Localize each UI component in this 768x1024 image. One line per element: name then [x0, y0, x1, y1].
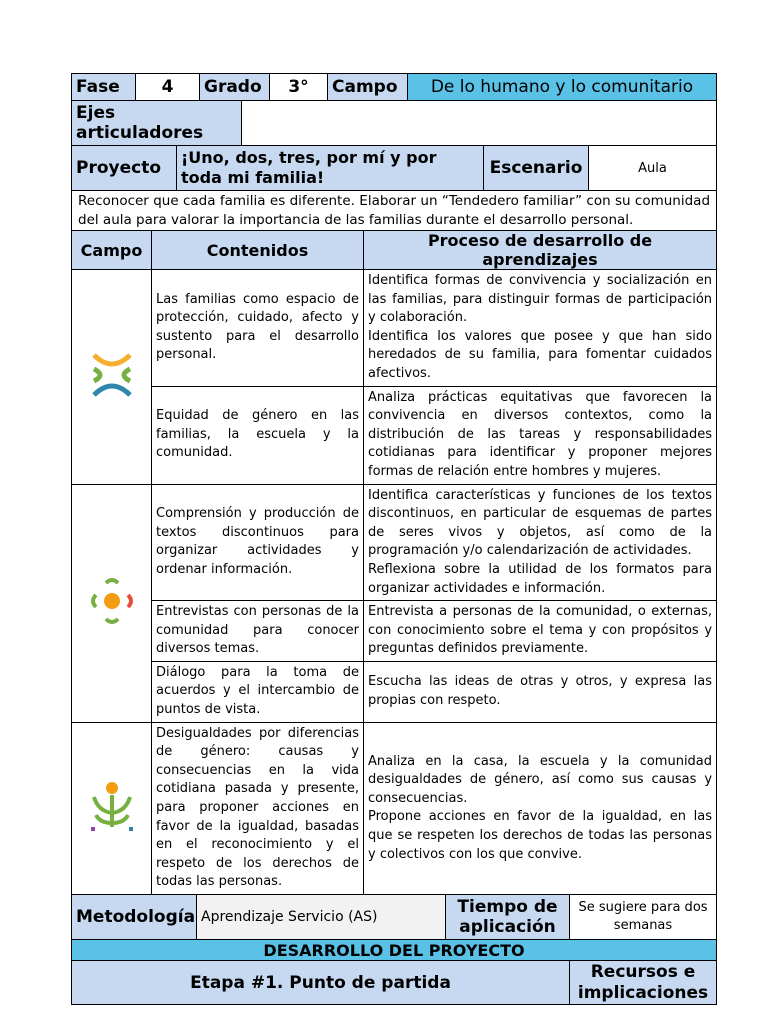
- proyecto-label: Proyecto: [72, 146, 177, 191]
- proyecto-table: [71, 145, 717, 191]
- desarrollo-table: [71, 939, 717, 1005]
- ejes-table: [71, 100, 717, 146]
- pda-3: Identifica características y funciones de los textos discontinuos, en particular de esquemas de partes de seres vivos y objetos, así como de la programación y/o calendarización de actividades. Reflexiona sobre la utilidad de los formatos para organizar actividades e información.: [364, 484, 717, 601]
- header-table: [71, 73, 717, 101]
- metodologia-table: [71, 894, 717, 940]
- escenario-value: Aula: [589, 146, 717, 191]
- etapa-title: Etapa #1. Punto de partida: [72, 961, 570, 1005]
- etica-naturaleza-y-sociedades-icon: [88, 818, 136, 837]
- pda-5: Escucha las ideas de otras y otros, y expresa las propias con respeto.: [364, 661, 717, 722]
- campo-cell-1: [72, 270, 152, 485]
- col-pda: Proceso de desarrollo de aprendizajes: [364, 231, 717, 270]
- fase-value: 4: [136, 74, 200, 101]
- escenario-label: Escenario: [484, 146, 589, 191]
- ejes-icons: [242, 101, 717, 146]
- contenido-4: Entrevistas con personas de la comunidad para conocer diversos temas.: [152, 601, 364, 662]
- contenidos-table: [71, 190, 717, 895]
- descripcion: Reconocer que cada familia es diferente. Elaborar un “Tendedero familiar” con su comunidad del aula para valorar la importancia de las familias durante el desarrollo personal.: [72, 191, 717, 231]
- campo-label: Campo: [328, 74, 408, 101]
- pda-6: Analiza en la casa, la escuela y la comunidad desigualdades de género, así como sus causas y consecuencias. Propone acciones en favor de la igualdad, en las que se respeten los derechos de todas las personas y colectivos con los que convive.: [364, 722, 717, 894]
- de-lo-humano-y-lo-comunitario-icon: [88, 386, 136, 405]
- recursos-label: Recursos e implicaciones: [570, 961, 717, 1005]
- contenido-1: Las familias como espacio de protección, cuidado, afecto y sustento para el desarrollo personal.: [152, 270, 364, 387]
- proyecto-title: ¡Uno, dos, tres, por mí y por toda mi familia!: [177, 146, 484, 191]
- pda-4: Entrevista a personas de la comunidad, o externas, con conocimiento sobre el tema y con propósitos y preguntas definidos previamente.: [364, 601, 717, 662]
- fase-label: Fase: [72, 74, 136, 101]
- lenguajes-icon: [88, 612, 136, 631]
- tiempo-value: Se sugiere para dos semanas: [570, 895, 717, 940]
- col-contenidos: Contenidos: [152, 231, 364, 270]
- igualdad-de-genero-icon: [242, 101, 244, 145]
- planeacion-sheet: [71, 73, 716, 1005]
- desarrollo-title: DESARROLLO DEL PROYECTO: [72, 940, 717, 961]
- contenido-5: Diálogo para la toma de acuerdos y el intercambio de puntos de vista.: [152, 661, 364, 722]
- col-campo: Campo: [72, 231, 152, 270]
- contenido-3: Comprensión y producción de textos discontinuos para organizar actividades y ordenar información.: [152, 484, 364, 601]
- ejes-label: Ejes articuladores: [72, 101, 242, 146]
- grado-label: Grado: [200, 74, 270, 101]
- campo-cell-2: [72, 484, 152, 722]
- grado-value: 3°: [270, 74, 328, 101]
- pda-2: Analiza prácticas equitativas que favorecen la convivencia en diversos contextos, como la distribución de las tareas y responsabilidades cotidianas para identificar y proponer mejores formas de relación entre hombres y mujeres.: [364, 386, 717, 484]
- contenido-6: Desigualdades por diferencias de género: causas y consecuencias en la vida cotidiana pasada y presente, para proponer acciones en favor de la igualdad, basadas en el reconocimiento y el respeto de los derechos de todas las personas.: [152, 722, 364, 894]
- campo-value: De lo humano y lo comunitario: [408, 74, 717, 101]
- tiempo-label: Tiempo de aplicación: [446, 895, 570, 940]
- campo-cell-3: [72, 722, 152, 894]
- metodologia-value: Aprendizaje Servicio (AS): [197, 895, 446, 940]
- metodologia-label: Metodología: [72, 895, 197, 940]
- pda-1: Identifica formas de convivencia y socialización en las familias, para distinguir formas de participación y colaboración. Identifica los valores que posee y que han sido heredados de su familia, para fomentar cuidados afectivos.: [364, 270, 717, 387]
- contenido-2: Equidad de género en las familias, la escuela y la comunidad.: [152, 386, 364, 484]
